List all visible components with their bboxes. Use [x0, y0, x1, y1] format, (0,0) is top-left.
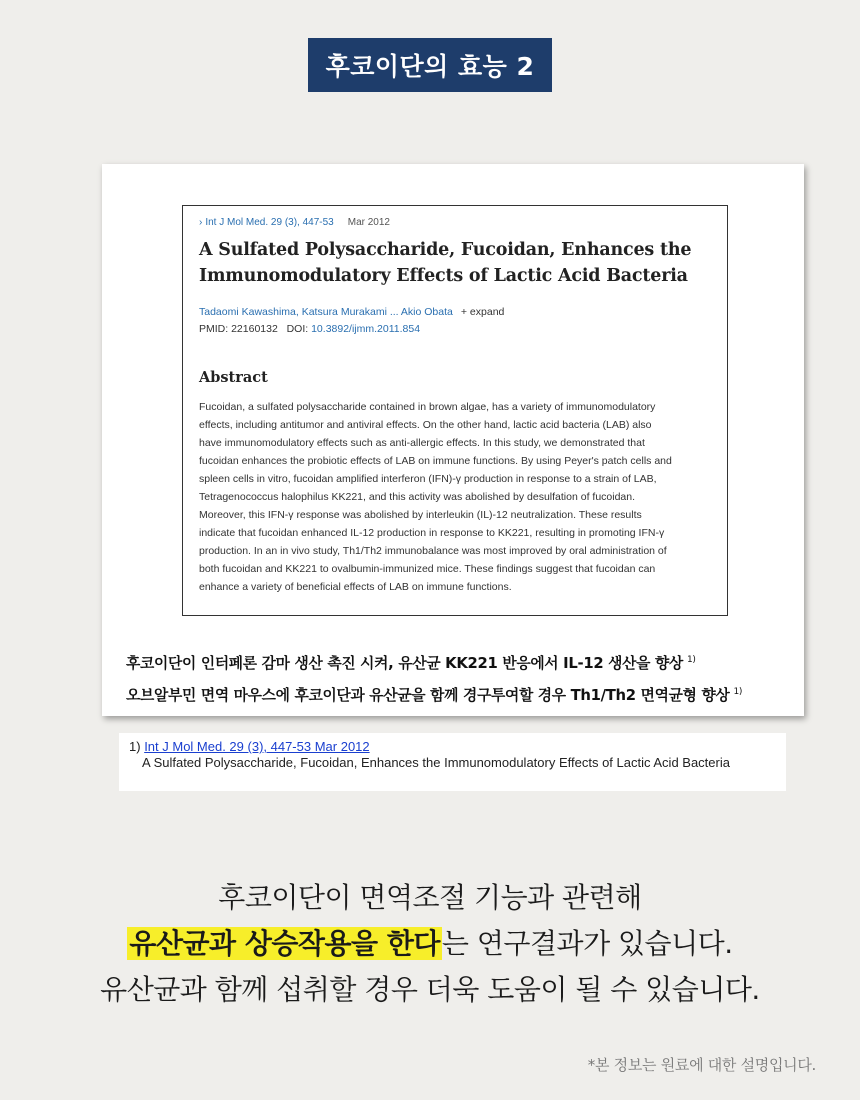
expand-authors-button[interactable]: + expand	[460, 306, 505, 318]
finding-note-1	[126, 652, 696, 673]
abstract-line: fucoidan enhances the probiotic effects of LAB on immune functions. By using Peyer's patch cells and	[199, 455, 672, 467]
summary-line-2-rest: 는 연구결과가 있습니다.	[441, 927, 733, 960]
authors-link[interactable]: Tadaomi Kawashima, Katsura Murakami ... Akio Obata	[199, 306, 453, 318]
reference-card	[119, 733, 786, 791]
footnote-marker: 1)	[687, 655, 696, 665]
paper-title	[199, 237, 713, 289]
page-title: 후코이단의 효능 2	[325, 52, 535, 81]
reference-link[interactable]: Int J Mol Med. 29 (3), 447-53 Mar 2012	[144, 739, 370, 754]
doi-link[interactable]: 10.3892/ijmm.2011.854	[311, 323, 421, 335]
abstract-text	[199, 398, 715, 596]
abstract-line: have immunomodulatory effects such as anti-allergic effects. In this study, we demonstrated that	[199, 437, 645, 449]
authors-line	[199, 306, 713, 318]
reference-title: A Sulfated Polysaccharide, Fucoidan, Enhances the Immunomodulatory Effects of Lactic Acid Bacteria	[142, 755, 730, 770]
abstract-line: Tetragenococcus halophilus KK221, and this activity was abolished by desulfation of fucoidan.	[199, 491, 636, 503]
abstract-line: production. In an in vivo study, Th1/Th2 immunobalance was most improved by oral administration of	[199, 545, 667, 557]
publication-date: Mar 2012	[347, 217, 390, 228]
doi-label: DOI:	[286, 323, 309, 335]
abstract-line: Moreover, this IFN-γ response was abolished by interleukin (IL)-12 neutralization. These results	[199, 509, 642, 521]
citation-line	[199, 217, 713, 228]
finding-note-text: 오브알부민 면역 마우스에 후코이단과 유산균을 함께 경구투여할 경우 Th1/Th2 면역균형 향상	[126, 687, 730, 704]
paper-title-line: A Sulfated Polysaccharide, Fucoidan, Enhances the	[199, 240, 692, 260]
paper-abstract-box	[182, 205, 728, 616]
journal-link[interactable]: Int J Mol Med. 29 (3), 447-53	[205, 217, 334, 228]
reference-number: 1)	[129, 739, 141, 754]
abstract-line: enhance a variety of beneficial effects of LAB on immune functions.	[199, 581, 512, 593]
finding-note-2	[126, 684, 742, 705]
disclaimer-footnote: *본 정보는 원료에 대한 설명입니다.	[587, 1056, 816, 1074]
summary-line-2	[0, 922, 860, 962]
highlighted-phrase: 유산균과 상승작용을 한다	[129, 927, 440, 960]
paper-title-line: Immunomodulatory Effects of Lactic Acid Bacteria	[199, 266, 688, 286]
summary-line-3: 유산균과 함께 섭취할 경우 더욱 도움이 될 수 있습니다.	[100, 973, 760, 1006]
summary-line-1: 후코이단이 면역조절 기능과 관련해	[218, 881, 642, 914]
paper-screenshot-card	[102, 164, 804, 716]
abstract-line: spleen cells in vitro, fucoidan amplified interferon (IFN)-γ production in response to a strain of LAB,	[199, 473, 657, 485]
abstract-heading: Abstract	[199, 369, 268, 386]
abstract-line: both fucoidan and KK221 to ovalbumin-immunized mice. These findings suggest that fucoidan can	[199, 563, 656, 575]
abstract-line: indicate that fucoidan enhanced IL-12 production in response to KK221, resulting in promoting IFN-γ	[199, 527, 665, 539]
footnote-marker: 1)	[733, 687, 743, 697]
pmid: PMID: 22160132	[199, 323, 278, 335]
abstract-line: Fucoidan, a sulfated polysaccharide contained in brown algae, has a variety of immunomodulatory	[199, 401, 656, 413]
identifiers-line	[199, 323, 713, 335]
finding-note-text: 후코이단이 인터페론 감마 생산 촉진 시켜, 유산균 KK221 반응에서 IL-12 생산을 향상	[126, 655, 683, 672]
page-title-badge	[308, 38, 552, 92]
abstract-line: effects, including antitumor and antiviral effects. On the other hand, lactic acid bacteria (LAB) also	[199, 419, 652, 431]
chevron-right-icon: ›	[199, 217, 203, 228]
